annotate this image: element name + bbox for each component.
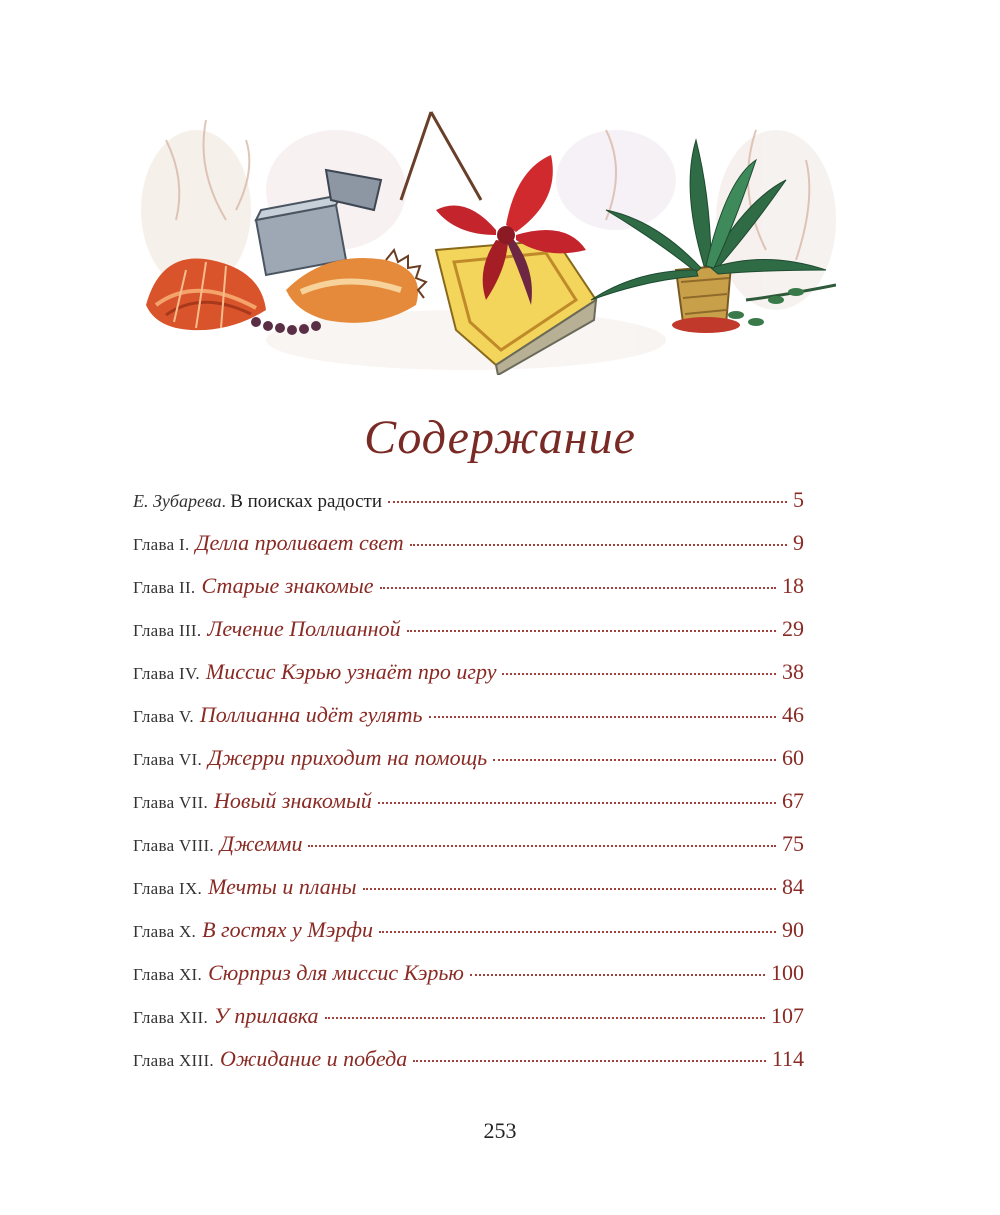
page-ref: 5	[793, 487, 804, 512]
toc-entry[interactable]	[133, 745, 804, 788]
leader-dots	[502, 673, 776, 675]
toc-entry[interactable]	[133, 573, 804, 616]
toc-entry[interactable]	[133, 917, 804, 960]
chapter-label: Глава XI.	[133, 965, 203, 984]
chapter-title: Новый знакомый	[214, 788, 372, 813]
page-ref: 38	[782, 659, 804, 684]
leader-dots	[325, 1017, 766, 1019]
chapter-title: Мечты и планы	[208, 874, 357, 899]
toc-entry[interactable]	[133, 788, 804, 831]
toc-entry[interactable]	[133, 960, 804, 1003]
intro-title: В поисках радости	[230, 491, 382, 512]
leader-dots	[388, 501, 787, 503]
chapter-label: Глава I.	[133, 535, 190, 554]
chapter-label: Глава XII.	[133, 1008, 209, 1027]
chapter-label: Глава V.	[133, 707, 194, 726]
page-ref: 29	[782, 616, 804, 641]
leader-dots	[493, 759, 776, 761]
page-ref: 100	[771, 960, 804, 985]
leader-dots	[308, 845, 776, 847]
page-ref: 114	[771, 1046, 804, 1071]
chapter-title: Джерри приходит на помощь	[208, 745, 488, 770]
chapter-title: У прилавка	[214, 1003, 319, 1028]
chapter-label: Глава XIII.	[133, 1051, 214, 1070]
leader-dots	[407, 630, 776, 632]
chapter-label: Глава VII.	[133, 793, 209, 812]
chapter-title: Сюрприз для миссис Кэрью	[208, 960, 464, 985]
chapter-label: Глава X.	[133, 922, 197, 941]
toc-entry[interactable]	[133, 616, 804, 659]
chapter-title: Миссис Кэрью узнаёт про игру	[205, 659, 497, 684]
leader-dots	[379, 931, 776, 933]
page-ref: 9	[793, 530, 804, 555]
chapter-label: Глава VIII.	[133, 836, 214, 855]
chapter-label: Глава VI.	[133, 750, 203, 769]
toc-entry[interactable]	[133, 1046, 804, 1089]
page-title: Содержание	[364, 411, 636, 464]
page-ref: 60	[782, 745, 804, 770]
chapter-label: Глава IV.	[133, 664, 200, 683]
page-ref: 75	[782, 831, 804, 856]
leader-dots	[363, 888, 776, 890]
leader-dots	[470, 974, 765, 976]
leader-dots	[378, 802, 776, 804]
table-of-contents	[133, 487, 804, 1089]
leader-dots	[380, 587, 776, 589]
page-ref: 67	[782, 788, 804, 813]
toc-entry[interactable]	[133, 659, 804, 702]
page-ref: 18	[782, 573, 804, 598]
leader-dots	[410, 544, 787, 546]
toc-entry[interactable]	[133, 831, 804, 874]
leader-dots	[413, 1060, 766, 1062]
chapter-title: Поллианна идёт гулять	[199, 702, 423, 727]
toc-entry[interactable]	[133, 702, 804, 745]
page-ref: 84	[782, 874, 804, 899]
chapter-title: Ожидание и победа	[220, 1046, 408, 1071]
page-number: 253	[483, 1118, 517, 1143]
header-illustration	[136, 100, 836, 375]
leader-dots	[429, 716, 776, 718]
toc-entry[interactable]	[133, 1003, 804, 1046]
toc-entry[interactable]	[133, 530, 804, 573]
chapter-title: Джемми	[220, 831, 303, 856]
page-ref: 90	[782, 917, 804, 942]
toc-entry[interactable]	[133, 874, 804, 917]
chapter-title: Старые знакомые	[201, 573, 374, 598]
chapter-title: В гостях у Мэрфи	[202, 917, 373, 942]
chapter-label: Глава IX.	[133, 879, 203, 898]
chapter-title: Лечение Поллианной	[207, 616, 401, 641]
chapter-title: Делла проливает свет	[195, 530, 404, 555]
intro-author: Е. Зубарева	[133, 491, 222, 511]
toc-entry-intro[interactable]: Е. Зубарева . В поисках радости 5	[133, 487, 804, 512]
page-ref: 107	[771, 1003, 804, 1028]
chapter-label: Глава III.	[133, 621, 202, 640]
page-ref: 46	[782, 702, 804, 727]
chapter-label: Глава II.	[133, 578, 196, 597]
